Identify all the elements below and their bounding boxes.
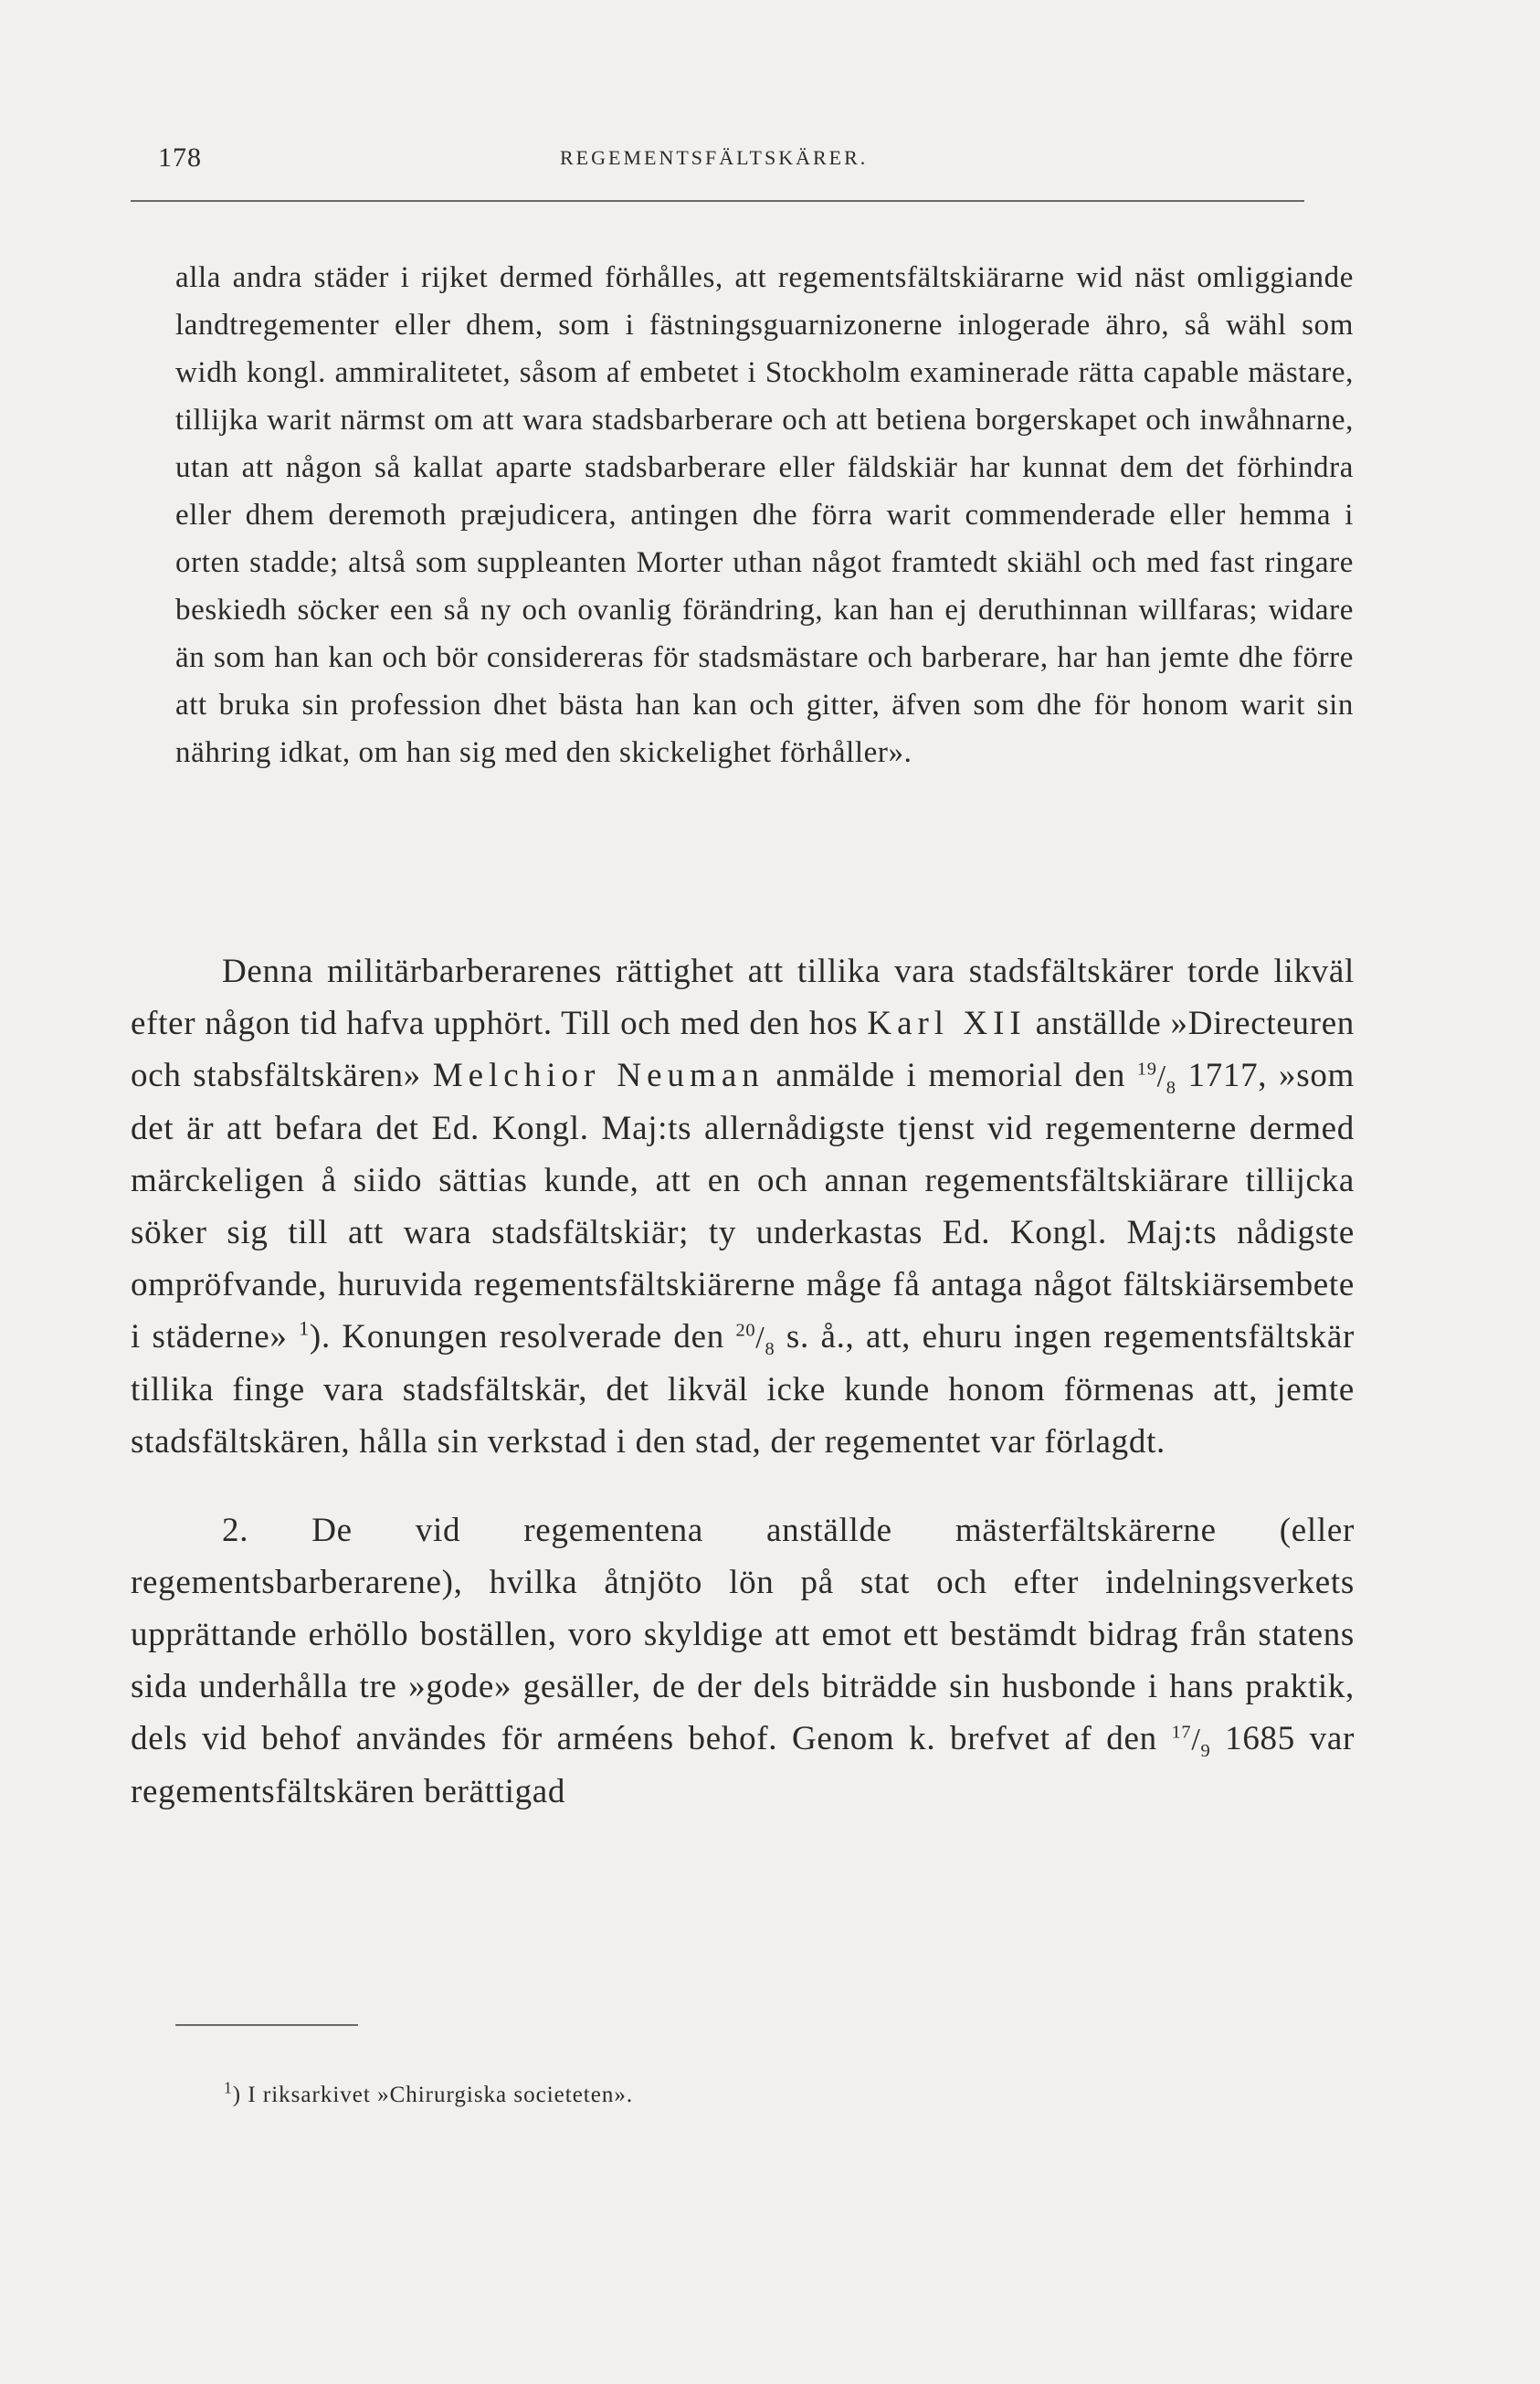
body-text bbox=[131, 945, 1355, 1818]
page-number: 178 bbox=[158, 142, 202, 173]
footnote-marker: 1 bbox=[224, 2078, 233, 2097]
running-head bbox=[131, 137, 1304, 177]
footnote-reference: 1 bbox=[299, 1316, 310, 1340]
date-fraction: $^{17}/_9$ bbox=[1171, 1722, 1211, 1761]
date-fraction: $^{19}/_8$ bbox=[1136, 1059, 1176, 1098]
quoted-passage bbox=[175, 254, 1354, 776]
running-title: REGEMENTSFÄLTSKÄRER. bbox=[560, 146, 869, 169]
paragraph-1: Denna militärbarberarenes rättighet att tillika vara stadsfältskärer torde likväl efter någon tid hafva upphört. Till och med den hos Karl XII anställde »Directeuren och stabsfältskären» Melchior Neuman anmälde i memorial den $^{19}/_8$ 1717, »som det är att befara det Ed. Kongl. Maj:ts allernådigste tjenst vid regementerne dermed märckeligen å siido sättias kunde, att en och annan regementsfältskiärare tillijcka söker sig till att wara stadsfältskiär; ty underkastas Ed. Kongl. Maj:ts nådigste ompröfvande, huruvida regementsfältskiärerne måge få antaga något fältskiärsembete i städerne» $^1$). Konungen resolverade den $^{20}/_8$ s. å., att, ehuru ingen regementsfältskär tillika finge vara stadsfältskär, det likväl icke kunde honom förmenas att, jemte stadsfältskären, hålla sin verkstad i den stad, der regementet var förlagdt. bbox=[131, 953, 1355, 1461]
header-rule bbox=[131, 200, 1304, 202]
name-karl-xii: Karl XII bbox=[867, 1005, 1027, 1042]
paragraph-2: 2. De vid regementena anställde mästerfältskärerne (eller regementsbarberarene), hvilka åtnjöto lön på stat och efter indelningsverkets upprättande erhöllo boställen, voro skyldige att emot ett bestämdt bidrag från statens sida underhålla tre »gode» gesäller, de der dels biträdde sin husbonde i hans praktik, dels vid behof användes för arméens behof. Genom k. brefvet af den $^{17}/_9$ 1685 var regementsfältskären berättigad bbox=[131, 1512, 1355, 1810]
date-fraction: $^{20}/_8$ bbox=[735, 1320, 775, 1359]
footnote: $^1$) I riksarkivet »Chirurgiska societeten». bbox=[224, 2078, 634, 2107]
footnote-text: I riksarkivet »Chirurgiska societeten». bbox=[248, 2083, 634, 2107]
quote-paragraph: alla andra städer i rijket dermed förhålles, att regementsfältskiärarne wid näst omliggiande landtregementer eller dhem, som i fästningsguarnizonerne inlogerade ähro, så wähl som widh kongl. ammiralitetet, såsom af embetet i Stockholm examinerade rätta capable mästare, tillijka warit närmst om att wara stadsbarberare och att betiena borgerskapet och inwåhnarne, utan att någon så kallat aparte stadsbarberare eller fäldskiär har kunnat dem det förhindra eller dhem deremoth præjudicera, antingen dhe förra warit commenderade eller hemma i orten stadde; altså som suppleanten Morter uthan något framtedt skiähl och med fast ringare beskiedh söcker een så ny och ovanlig förändring, kan han ej deruthinnan willfaras; widare än som han kan och bör considereras för stadsmästare och barberare, har han jemte dhe förre att bruka sin profession dhet bästa han kan och gitter, äfven som dhe för honom warit sin nähring idkat, om han sig med den skickelighet förhåller». bbox=[175, 261, 1354, 769]
footnote-rule bbox=[175, 2024, 358, 2026]
name-melchior-neuman: Melchior Neuman bbox=[432, 1057, 765, 1094]
